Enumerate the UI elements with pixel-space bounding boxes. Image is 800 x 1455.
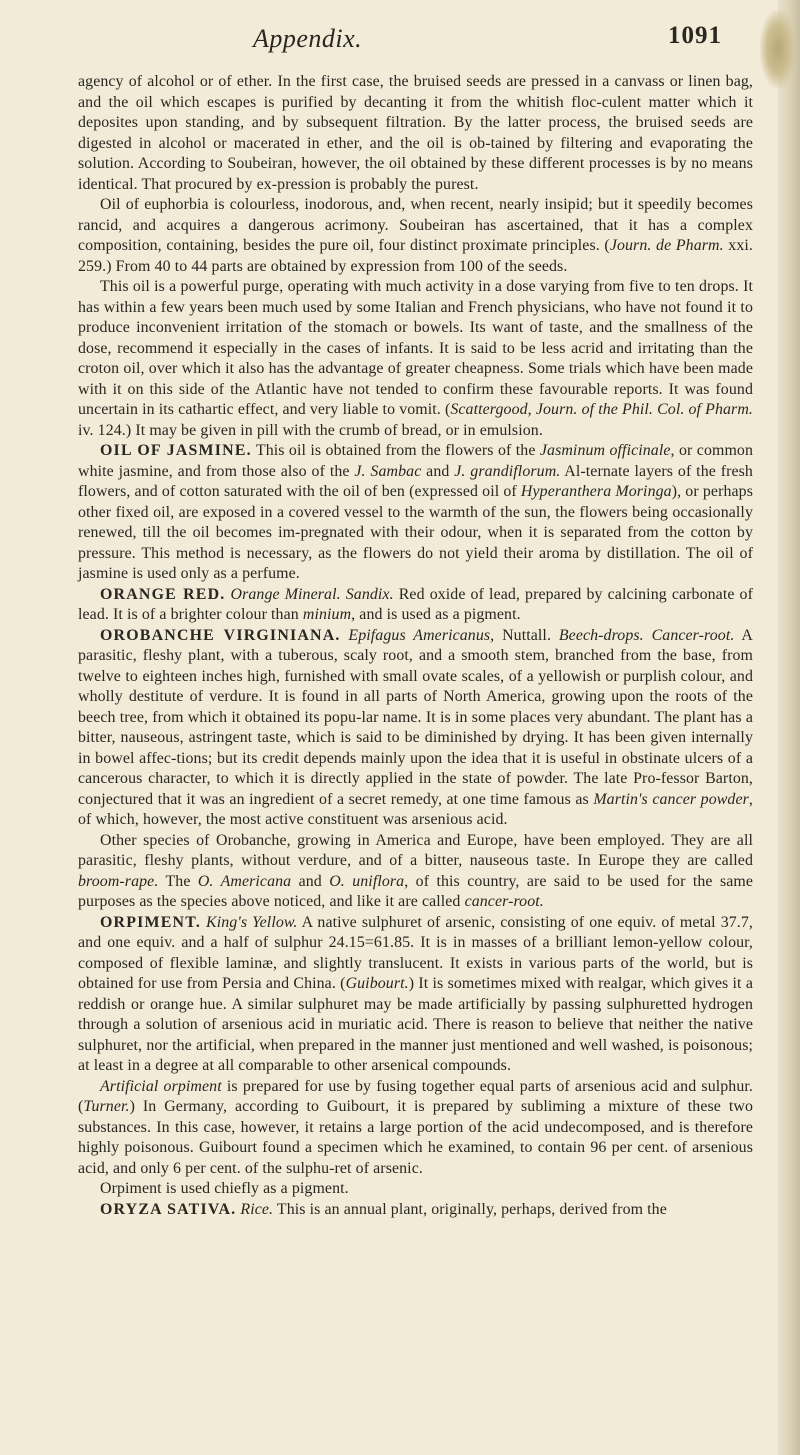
italic-text: O. Americana: [197, 872, 292, 890]
page-edge-shadow: [778, 0, 800, 1455]
paper-stain: [760, 10, 796, 88]
text-run: , and is used as a pigment.: [351, 606, 521, 623]
italic-text: O. uniflora: [329, 872, 405, 890]
text-run: A parasitic, fleshy plant, with a tuberous, scaly root, and a smooth stem, branched from the base, from twelve to eighteen inches high, furnished with small ovate scales, of a yellowish or purplish colour, and wholly destitute of verdure. It is found in all parts of North America, growing upon the roots of the beech tree, from which it obtained its popu-lar name. It is in some places very abundant. The plant has a bitter, nauseous, astringent taste, which is said to be diminished by drying. It has been given internally in bowel affec-tions; but its credit depends mainly upon the idea that it is useful in obstinate ulcers of a cancerous character, to which it is directly applied in the state of powder. The late Pro-fessor Barton, conjectured that it was an ingredient of a secret remedy, at one time famous as: [78, 626, 753, 808]
paragraph: [78, 1179, 753, 1200]
running-header: [78, 0, 753, 72]
text-run: Orpiment is used chiefly as a pigment.: [100, 1180, 349, 1197]
text-run: ) In Germany, according to Guibourt, it is prepared by subliming a mixture of these two substances. In this case, however, it retains a large portion of the acid undecomposed, and is therefore highly poisonous. Guibourt found a specimen which he examined, to contain 96 per cent. of arsenious acid, and only 6 per cent. of the sulphu-ret of arsenic.: [78, 1098, 753, 1177]
text-run: Other species of Orobanche, growing in America and Europe, have been employed. They are all parasitic, fleshy plants, without verdure, and of a bitter, nauseous taste. In Europe they are called: [78, 831, 753, 869]
italic-text: Orange Mineral. Sandix.: [230, 585, 394, 603]
italic-text: Artificial orpiment: [100, 1077, 222, 1095]
entry-heading: ORYZA SATIVA.: [100, 1200, 237, 1218]
paragraph: [78, 1077, 753, 1180]
text-run: xxi. 259.) From 40 to 44 parts are obtained by expression from 100 of the seeds.: [78, 237, 753, 275]
italic-text: Martin's cancer powder: [593, 790, 749, 808]
paragraph: [78, 72, 753, 195]
italic-text: broom-rape.: [78, 872, 159, 890]
text-run: or common white jasmine, and from those also of the: [78, 442, 754, 480]
text-run: ), or perhaps other fixed oil, are exposed in a covered vessel to the warmth of the sun, the flowers being occasionally renewed, till the oil becomes im-pregnated with their odour, when it is separated from the cotton by pressure. This method is necessary, as the flowers do not yield their aroma by distillation. The oil of jasmine is used only as a perfume.: [78, 483, 753, 582]
italic-text: Rice.: [240, 1200, 274, 1218]
text-run: This oil is obtained from the flowers of the: [251, 442, 540, 459]
text-run: Oil of euphorbia is colourless, inodorous, and, when recent, nearly insipid; but it speedily becomes rancid, and acquires a dangerous acrimony. Soubeiran has ascertained, that it has a complex composition, containing, besides the pure oil, four distinct proximate principles. (: [78, 196, 753, 254]
paragraph: [78, 195, 753, 277]
text-run: Red oxide of lead, prepared by calcining carbonate of lead. It is of a brighter colour than: [78, 585, 753, 623]
text-run: is prepared for use by fusing together equal parts of arsenious acid and sulphur. (: [78, 1077, 753, 1115]
body-text: [78, 72, 753, 1220]
text-run: , of this country, are said to be used for the same purposes as the species above noticed, and like it are called: [78, 872, 753, 910]
text-run: Nuttall.: [494, 626, 559, 644]
text-run: , of which, however, the most active constituent was arsenious acid.: [78, 790, 753, 828]
paragraph: [78, 1200, 753, 1221]
text-run: This is an annual plant, originally, perhaps, derived from the: [273, 1200, 667, 1218]
italic-text: Jasminum officinale,: [539, 442, 675, 459]
italic-text: Epifagus Americanus,: [348, 626, 495, 644]
page-content: [78, 0, 753, 1220]
paragraph: [78, 277, 753, 441]
entry-heading: OIL OF JASMINE.: [100, 442, 252, 459]
entry-heading: OROBANCHE VIRGINIANA.: [100, 626, 341, 644]
paragraph: [78, 913, 753, 1077]
page-number: 1091: [668, 22, 722, 49]
entry-heading: ORANGE RED.: [100, 585, 226, 603]
text-run: Al-ternate layers of the fresh flowers, and of cotton saturated with the oil of ben (expressed oil of: [78, 462, 753, 500]
italic-text: Beech-drops. Cancer-root.: [558, 626, 735, 644]
italic-text: J. grandiflorum.: [454, 462, 561, 480]
text-run: A native sulphuret of arsenic, consisting of one equiv. of metal 37.7, and one equiv. and a half of sulphur 24.15=61.85. It is in masses of a brilliant lemon-yellow colour, composed of flexible laminæ, and slightly translucent. It exists in various parts of the world, but is obtained for use from Persia and China. (: [78, 913, 753, 992]
italic-text: Hyperanthera Moringa: [520, 483, 672, 500]
text-run: and: [421, 462, 455, 480]
text-run: and: [291, 872, 330, 890]
text-run: iv. 124.) It may be given in pill with the crumb of bread, or in emulsion.: [78, 421, 543, 439]
italic-text: J. Sambac: [354, 462, 422, 480]
text-run: This oil is a powerful purge, operating with much activity in a dose varying from five to ten drops. It has within a few years been much used by some Italian and French physicians, who have not found it to produce inconvenient irritation of the stomach or bowels. Its want of taste, and the smallness of the dose, recommend it especially in the cases of infants. It is said to be less acrid and irritating than the croton oil, over which it also has the advantage of greater cheapness. Some trials which have been made with it on this side of the Atlantic have not tended to confirm these favourable reports. It was found uncertain in its cathartic effect, and very liable to vomit. (: [78, 278, 753, 418]
italic-text: Turner.: [83, 1098, 130, 1115]
paragraph: [78, 626, 753, 831]
paragraph: [78, 585, 753, 626]
text-run: ) It is sometimes mixed with realgar, which gives it a reddish or orange hue. A similar sulphuret may be made artificially by passing sulphuretted hydrogen through a solution of arsenious acid in muriatic acid. There is reason to believe that neither the native sulphuret, nor the artificial, when prepared in the manner just mentioned and well washed, is poisonous; at least in a degree at all comparable to other arsenical compounds.: [78, 975, 753, 1074]
text-run: The: [158, 872, 198, 890]
entry-heading: ORPIMENT.: [100, 913, 201, 931]
italic-text: minium: [302, 606, 352, 623]
running-title: Appendix.: [253, 24, 363, 53]
italic-text: King's Yellow.: [206, 913, 298, 931]
italic-text: cancer-root.: [464, 893, 544, 910]
italic-text: Scattergood, Journ. of the Phil. Col. of Pharm.: [450, 401, 753, 418]
paragraph: [78, 441, 753, 585]
paragraph: [78, 831, 753, 913]
italic-text: Guibourt.: [345, 975, 409, 992]
text-run: agency of alcohol or of ether. In the first case, the bruised seeds are pressed in a canvass or linen bag, and the oil which escapes is purified by decanting it from the whitish floc-culent matter which it deposites upon standing, and by subsequent filtration. By the latter process, the bruised seeds are digested in alcohol or macerated in ether, and the oil is ob-tained by filtering and evaporating the solution. According to Soubeiran, however, the oil obtained by these different processes is by no means identical. That procured by ex-pression is probably the purest.: [78, 73, 753, 193]
italic-text: Journ. de Pharm.: [609, 237, 724, 254]
